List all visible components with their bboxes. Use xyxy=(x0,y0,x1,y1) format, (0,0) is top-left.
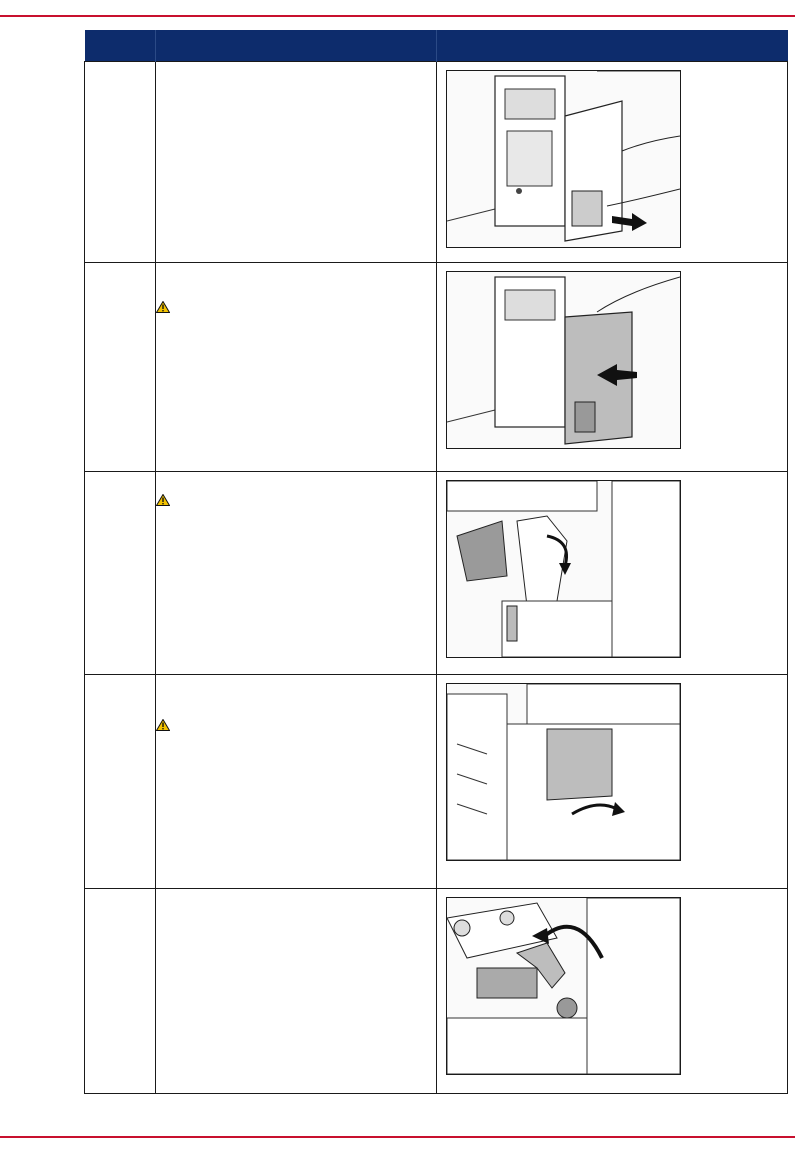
caution-triangle-icon xyxy=(156,301,170,313)
step-number xyxy=(85,675,156,889)
header-action xyxy=(156,30,437,62)
step-illustration xyxy=(437,263,788,472)
bottom-rule xyxy=(0,1136,795,1138)
step-action xyxy=(156,675,437,889)
step-illustration xyxy=(437,62,788,263)
caution-triangle-icon xyxy=(156,719,170,731)
caution-triangle-icon xyxy=(156,494,170,506)
procedure-table xyxy=(84,30,788,1094)
header-illustration xyxy=(437,30,788,62)
step-illustration xyxy=(437,472,788,675)
finisher-pull-out-unit-icon xyxy=(446,70,681,248)
step-action xyxy=(156,889,437,1094)
table-row xyxy=(85,472,788,675)
step-number xyxy=(85,263,156,472)
table-row xyxy=(85,889,788,1094)
step-action xyxy=(156,263,437,472)
step-number xyxy=(85,472,156,675)
stapler-lever-icon xyxy=(446,480,681,658)
guide-lever-rotate-icon xyxy=(446,897,681,1075)
step-illustration xyxy=(437,675,788,889)
step-illustration xyxy=(437,889,788,1094)
table-row xyxy=(85,263,788,472)
finisher-push-in-unit-icon xyxy=(446,271,681,449)
table-row xyxy=(85,675,788,889)
table-header-row xyxy=(85,30,788,62)
table-row xyxy=(85,62,788,263)
top-rule xyxy=(0,15,795,17)
step-action xyxy=(156,62,437,263)
step-action xyxy=(156,472,437,675)
step-number xyxy=(85,889,156,1094)
header-step xyxy=(85,30,156,62)
cover-open-icon xyxy=(446,683,681,861)
step-number xyxy=(85,62,156,263)
